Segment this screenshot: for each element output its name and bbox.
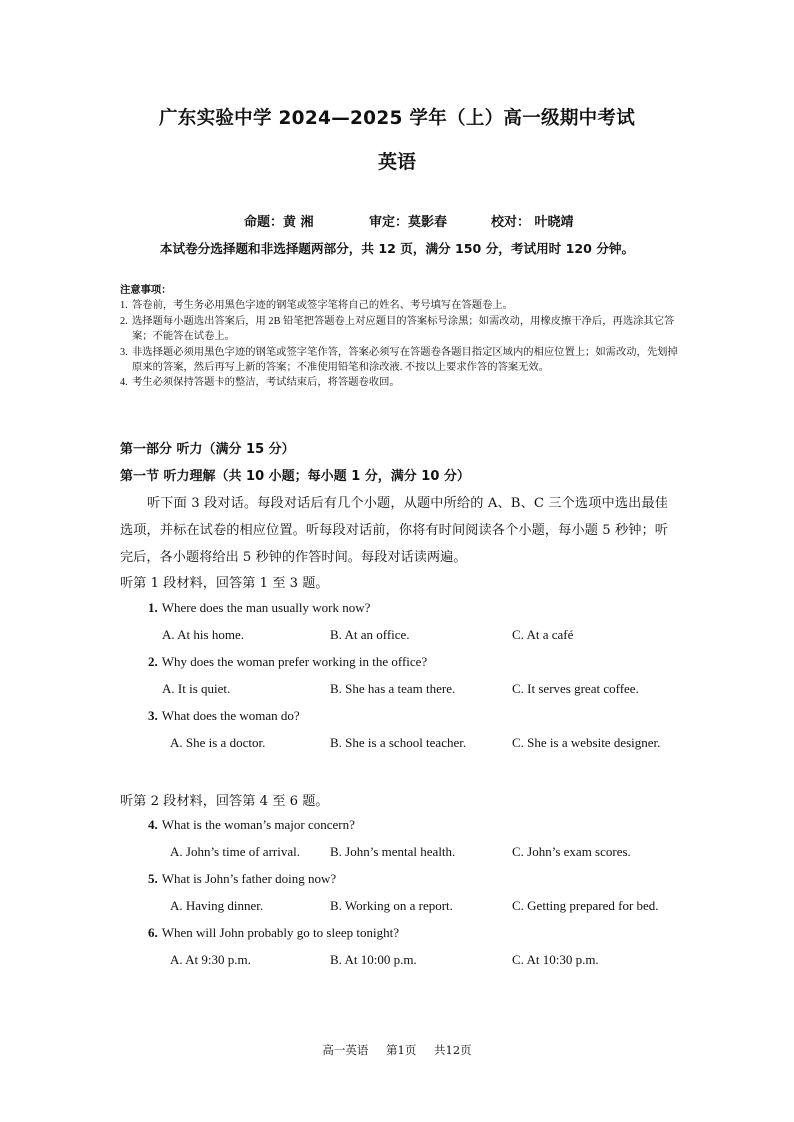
question-text: What is John’s father doing now? [161,871,337,886]
footer-total-pages: 共12页 [434,1043,472,1057]
option-b: B. She has a team there. [330,681,456,696]
option-c: C. John’s exam scores. [512,844,631,859]
notice-item [120,298,680,313]
subject-title: 英语 [377,151,416,173]
question-5 [148,871,336,887]
notice-item-text: 非选择题必须用黑色字迹的钢笔或签字笔作答，答案必须写在答题卷各题目指定区域内的相应位置上；如需改动，先划掉原来的答案，然后再写上新的答案；不准使用铅笔和涂改液. 不按以上要求作答的答案无效。 [132,346,678,374]
option-a: A. It is quiet. [162,681,231,696]
footer-subject: 高一英语 [322,1043,369,1057]
option-c: C. Getting prepared for bed. [512,898,659,913]
question-text: What does the woman do? [161,708,300,723]
option-c: C. It serves great coffee. [512,681,639,696]
option-b: B. She is a school teacher. [330,735,467,750]
option-a: A. Having dinner. [170,898,264,913]
staff-line [244,211,574,230]
question-1 [148,600,370,616]
proofreader: 校对： 叶晓靖 [491,215,574,230]
notice-item-number: 1. [120,300,128,312]
option-b: B. At 10:00 p.m. [330,952,417,967]
option-b: B. John’s mental health. [330,844,456,859]
notice-item-number: 3. [120,346,128,358]
question-text: Why does the woman prefer working in the office? [161,654,428,669]
question-text: Where does the man usually work now? [161,600,371,615]
option-c: C. At 10:30 p.m. [512,952,599,967]
question-4 [148,817,355,833]
question-number: 5. [148,871,158,886]
page-footer [0,1042,794,1058]
option-a: A. She is a doctor. [170,735,266,750]
question-3 [148,708,300,724]
part-heading: 第一部分 听力（满分 15 分） [120,442,295,457]
question-text: When will John probably go to sleep tonight? [161,925,399,940]
listening-instructions: 听下面 3 段对话。每段对话后有几个小题，从题中所给的 A、B、C 三个选项中选出最佳选项，并标在试卷的相应位置。听每段对话前，你将有时间阅读各个小题，每小题 5 秒钟；听完后，各小题将给出 5 秒钟的作答时间。每段对话读两遍。 [120,496,668,565]
exam-summary: 本试卷分选择题和非选择题两部分，共 12 页，满分 150 分，考试用时 120 分钟。 [159,241,635,256]
notice-item-number: 4. [120,377,128,389]
notice-item-text: 选择题每小题选出答案后，用 2B 铅笔把答题卷上对应题目的答案标号涂黑；如需改动，用橡皮擦干净后，再选涂其它答案；不能答在试卷上。 [132,315,675,343]
footer-page-number: 第1页 [386,1043,417,1057]
option-b: B. At an office. [330,627,410,642]
question-number: 4. [148,817,158,832]
question-text: What is the woman’s major concern? [161,817,355,832]
notice-item [120,375,680,390]
notice-heading: 注意事项： [120,285,172,296]
setter: 命题：黄 湘 [244,215,314,230]
exam-title: 广东实验中学 2024—2025 学年（上）高一级期中考试 [158,108,636,129]
option-b: B. Working on a report. [330,898,453,913]
notice-item-text: 考生必须保持答题卡的整洁，考试结束后，将答题卷收回。 [132,377,400,389]
option-c: C. At a café [512,627,574,642]
notice-item-text: 答卷前，考生务必用黑色字迹的钢笔或签字笔将自己的姓名、考号填写在答题卷上。 [132,300,513,312]
question-number: 3. [148,708,158,723]
option-a: A. At his home. [162,627,244,642]
notice-item-number: 2. [120,315,128,327]
option-a: A. At 9:30 p.m. [170,952,251,967]
question-2 [148,654,427,670]
question-number: 6. [148,925,158,940]
section-heading: 第一节 听力理解（共 10 小题；每小题 1 分，满分 10 分） [120,469,470,484]
notice-block [120,283,680,391]
question-6 [148,925,399,941]
option-a: A. John’s time of arrival. [170,844,300,859]
question-number: 1. [148,600,158,615]
group-label-2: 听第 2 段材料，回答第 4 至 6 题。 [120,794,329,809]
notice-item [120,314,680,345]
question-number: 2. [148,654,158,669]
option-c: C. She is a website designer. [512,735,661,750]
reviewer: 审定：莫影春 [369,215,448,230]
group-label-1: 听第 1 段材料，回答第 1 至 3 题。 [120,576,329,591]
notice-item [120,345,680,376]
